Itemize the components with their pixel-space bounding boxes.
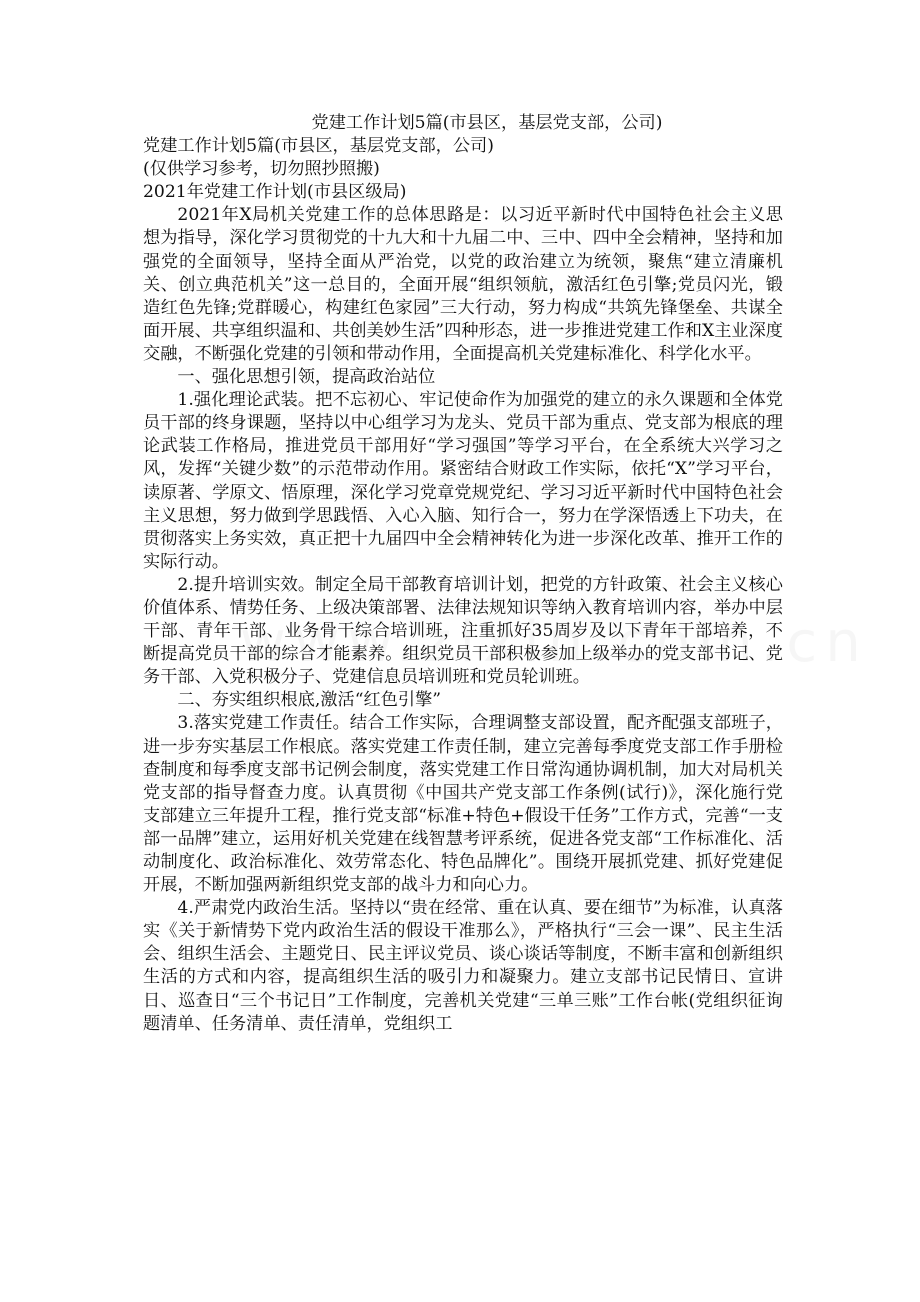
- disclaimer: (仅供学习参考，切勿照抄照搬): [143, 159, 380, 180]
- section-heading-2: 二、夯实组织根底,激活“红色引擎”: [177, 690, 442, 711]
- paragraph-item-4: 4.严肃党内政治生活。坚持以“贵在经常、重在认真、要在细节”为标准，认真落实《关于新情势下党内政治生活的假设干准那么》，严格执行“三会一课”、民主生活会、组织生活会、主题党日、民主评议党员、谈心谈话等制度，不断丰富和创新组织生活的方式和内容，提高组织生活的吸引力和凝聚力。建立支部书记民情日、宣讲日、巡查日“三个书记日”工作制度，完善机关党建“三单三账”工作台帐(党组织征询题清单、任务清单、责任清单，党组织工: [143, 898, 783, 1034]
- document-subtitle: 2021年党建工作计划(市县区级局): [143, 182, 407, 203]
- paragraph-item-2: 2.提升培训实效。制定全局干部教育培训计划，把党的方针政策、社会主义核心价值体系、情势任务、上级决策部署、法律法规知识等纳入教育培训内容，举办中层干部、青年干部、业务骨干综合培训班，注重抓好35周岁及以下青年干部培养，不断提高党员干部的综合才能素养。组织党员干部积极参加上级举办的党支部书记、党务干部、入党积极分子、党建信息员培训班和党员轮训班。: [143, 574, 783, 688]
- paragraph-item-1: 1.强化理论武装。把不忘初心、牢记使命作为加强党的建立的永久课题和全体党员干部的终身课题，坚持以中心组学习为龙头、党员干部为重点、党支部为根底的理论武装工作格局，推进党员干部用好“学习强国”等学习平台，在全系统大兴学习之风，发挥“关键少数”的示范带动作用。紧密结合财政工作实际，依托“X”学习平台，读原著、学原文、悟原理，深化学习党章党规党纪、学习习近平新时代中国特色社会主义思想，努力做到学思践悟、入心入脑、知行合一，努力在学深悟透上下功夫，在贯彻落实上务实效，真正把十九届四中全会精神转化为进一步深化改革、推开工作的实际行动。: [143, 390, 783, 572]
- document-title: 党建工作计划5篇(市县区，基层党支部，公司): [143, 136, 494, 157]
- section-heading-1: 一、强化思想引领，提高政治站位: [177, 367, 436, 388]
- paragraph-overview: 2021年X局机关党建工作的总体思路是：以习近平新时代中国特色社会主义思想为指导，深化学习贯彻党的十九大和十九届二中、三中、四中全会精神，坚持和加强党的全面领导，坚持全面从严治党，以党的政治建立为统领，聚焦“建立清廉机关、创立典范机关”这一总目的，全面开展“组织领航，激活红色引擎;党员闪光，锻造红色先锋;党群暖心，构建红色家园”三大行动，努力构成“共筑先锋堡垒、共谋全面开展、共享组织温和、共创美妙生活”四种形态，进一步推进党建工作和X主业深度交融，不断强化党建的引领和带动作用，全面提高机关党建标准化、科学化水平。: [143, 205, 783, 364]
- document-page: [143, 112, 783, 1036]
- document-header-title: 党建工作计划5篇(市县区，基层党支部，公司): [311, 113, 663, 133]
- paragraph-item-3: 3.落实党建工作责任。结合工作实际，合理调整支部设置，配齐配强支部班子，进一步夯实基层工作根底。落实党建工作责任制，建立完善每季度党支部工作手册检查制度和每季度支部书记例会制度，落实党建工作日常沟通协调机制，加大对局机关党支部的指导督查力度。认真贯彻《中国共产党支部工作条例(试行)》，深化施行党支部建立三年提升工程，推行党支部“标准+特色+假设干任务”工作方式，完善“一支部一品牌”建立，运用好机关党建在线智慧考评系统，促进各党支部“工作标准化、活动制度化、政治标准化、效劳常态化、特色品牌化”。围绕开展抓党建、抓好党建促开展，不断加强两新组织党支部的战斗力和向心力。: [143, 713, 783, 896]
